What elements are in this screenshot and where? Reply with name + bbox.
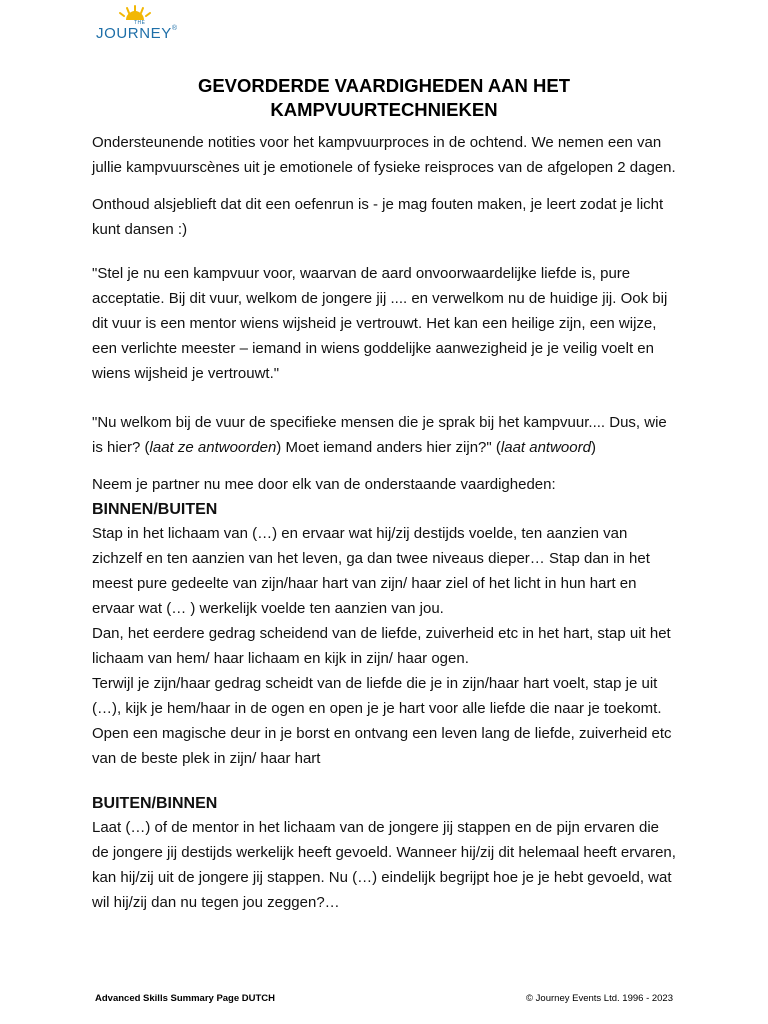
section1-paragraph-1: Stap in het lichaam van (…) en ervaar wat hij/zij destijds voelde, ten aanzien van zichzelf en ten aanzien van het leven, ga dan twee niveaus dieper… Stap dan in het meest pure gedeelte van zijn/haar hart van zijn/ haar ziel of het licht in hun hart en ervaar wat (… ) werkelijk voelde ten aanzien van jou. — [92, 525, 650, 617]
journey-logo — [92, 4, 188, 44]
title-line-2: KAMPVUURTECHNIEKEN — [270, 99, 498, 120]
footer-copyright: © Journey Events Ltd. 1996 - 2023 — [526, 993, 673, 1004]
page-title — [92, 74, 676, 122]
instruction-italic-1: laat ze antwoorden — [149, 439, 277, 456]
instruction-italic-2: laat antwoord — [500, 439, 591, 456]
section1-paragraph-3: Terwijl je zijn/haar gedrag scheidt van de liefde die je in zijn/haar hart voelt, stap je uit (…), kijk je hem/haar in de ogen en open je je hart voor alle liefde die naar je toekomt. Open een magische deur in je borst en ontvang een leven lang de liefde, zuiverheid etc van de beste plek in zijn/ haar hart — [92, 675, 672, 767]
intro-paragraph-5: Neem je partner nu mee door elk van de onderstaande vaardigheden: — [92, 476, 556, 493]
document-body — [92, 130, 676, 915]
section-heading-buiten-binnen: BUITEN/BINNEN — [92, 795, 218, 812]
intro-paragraph-2: Onthoud alsjeblieft dat dit een oefenrun is - je mag fouten maken, je leert zodat je licht kunt dansen :) — [92, 196, 664, 238]
logo-text: JOURNEY® — [96, 25, 178, 42]
quote-paragraph-1: "Stel je nu een kampvuur voor, waarvan de aard onvoorwaardelijke liefde is, pure acceptatie. Bij dit vuur, welkom de jongere jij .... en verwelkom nu de huidige jij. Ook bij dit vuur is een mentor wiens wijsheid je vertrouwt. Het kan een heilige zijn, een wijze, een verlichte meester – iemand in wiens goddelijke aanwezigheid je je veilig voelt en wiens wijsheid je vertrouwt." — [92, 265, 668, 382]
title-line-1: GEVORDERDE VAARDIGHEDEN AAN HET — [197, 75, 571, 96]
section1-paragraph-2: Dan, het eerdere gedrag scheidend van de liefde, zuiverheid etc in het hart, stap uit het lichaam van hem/ haar lichaam en kijk in zijn/ haar ogen. — [92, 625, 671, 667]
section-heading-binnen-buiten: BINNEN/BUITEN — [92, 501, 218, 518]
logo-small-text: THE — [134, 20, 146, 26]
section2-paragraph-1: Laat (…) of de mentor in het lichaam van de jongere jij stappen en de pijn ervaren die de jongere jij destijds werkelijk heeft gevoeld. Wanneer hij/zij dit helemaal heeft ervaren, kan hij/zij uit de jongere jij stappen. Nu (…) eindelijk begrijpt hoe je je hebt gevoeld, wat wil hij/zij dan nu tegen jou zeggen?… — [92, 819, 676, 911]
intro-paragraph-1: Ondersteunende notities voor het kampvuurproces in de ochtend. We nemen een van jullie kampvuurscènes uit je emotionele of fysieke reisproces van de afgelopen 2 dagen. — [92, 134, 676, 176]
footer-page-label: Advanced Skills Summary Page DUTCH — [95, 993, 276, 1004]
quote-paragraph-2: "Nu welkom bij de vuur de specifieke mensen die je sprak bij het kampvuur.... Dus, wie is hier? (laat ze antwoorden) Moet iemand anders hier zijn?" (laat antwoord) — [92, 414, 667, 456]
